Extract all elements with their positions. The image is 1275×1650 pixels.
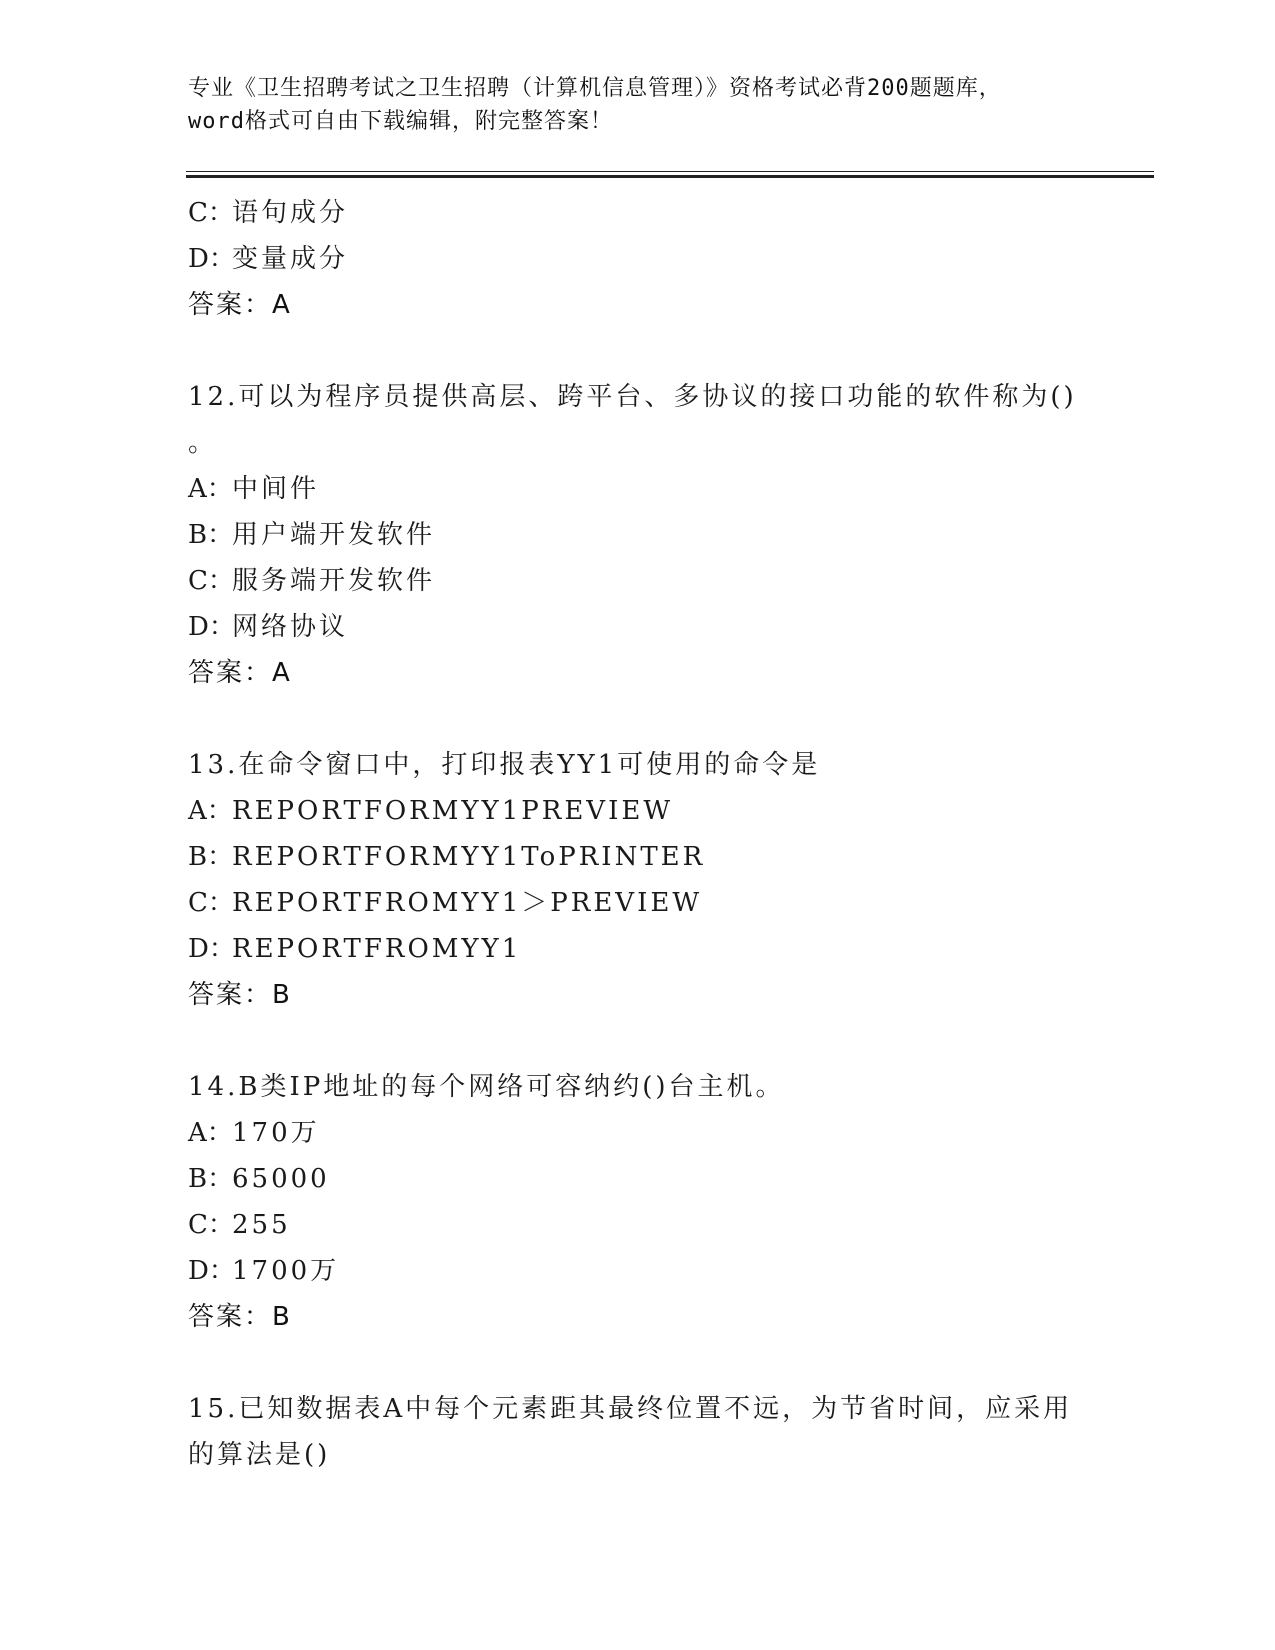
page-header — [188, 72, 1088, 138]
answer-line: 答案：A — [188, 658, 292, 688]
header-rule-thick — [186, 175, 1154, 178]
option-d: D：变量成分 — [188, 244, 349, 274]
option-a: A：中间件 — [188, 474, 320, 504]
question-14-stem: 14.B类IP地址的每个网络可容纳约()台主机。 — [188, 1072, 785, 1102]
option-b: B：用户端开发软件 — [188, 520, 436, 550]
answer-line: 答案：B — [188, 1302, 292, 1332]
option-d: D：REPORTFROMYY1 — [188, 934, 522, 964]
option-c: C：REPORTFROMYY1＞PREVIEW — [188, 888, 703, 918]
question-15-stem: 15.已知数据表A中每个元素距其最终位置不远，为节省时间，应采用 — [188, 1394, 1073, 1424]
option-b: B：65000 — [188, 1164, 330, 1194]
option-d: D：网络协议 — [188, 612, 349, 642]
header-line-2: word格式可自由下载编辑，附完整答案！ — [188, 109, 613, 134]
question-12-stem: 12.可以为程序员提供高层、跨平台、多协议的接口功能的软件称为() — [188, 382, 1077, 412]
question-13-stem: 13.在命令窗口中，打印报表YY1可使用的命令是 — [188, 750, 821, 780]
option-c: C：服务端开发软件 — [188, 566, 436, 596]
question-15-stem-cont: 的算法是() — [188, 1440, 331, 1470]
answer-line: 答案：B — [188, 980, 292, 1010]
answer-line: 答案：A — [188, 290, 292, 320]
option-c: C：语句成分 — [188, 198, 349, 228]
header-line-1: 专业《卫生招聘考试之卫生招聘（计算机信息管理）》资格考试必背200题题库， — [188, 76, 1002, 101]
document-body — [188, 190, 1148, 1478]
option-a: A：REPORTFORMYY1PREVIEW — [188, 796, 674, 826]
header-rule-thin — [186, 171, 1154, 172]
option-d: D：1700万 — [188, 1256, 340, 1286]
option-b: B：REPORTFORMYY1ToPRINTER — [188, 842, 706, 872]
option-a: A：170万 — [188, 1118, 320, 1148]
option-c: C：255 — [188, 1210, 291, 1240]
question-12-stem-cont: 。 — [188, 428, 218, 458]
